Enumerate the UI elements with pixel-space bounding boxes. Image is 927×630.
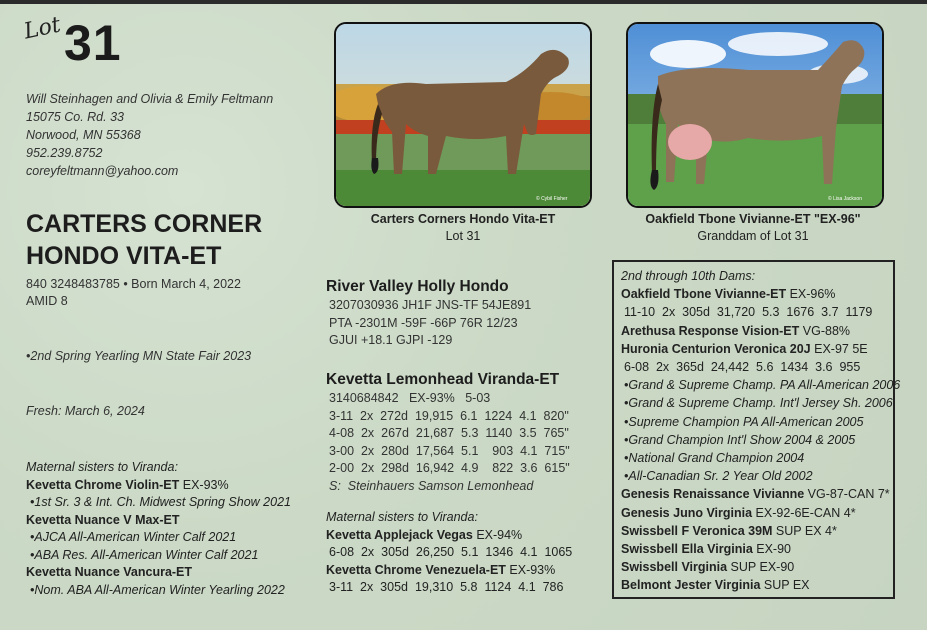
- dam-name: Kevetta Lemonhead Viranda-ET: [326, 371, 560, 388]
- photo1-caption: [334, 211, 592, 245]
- ancestor-classification: SUP EX 4*: [772, 523, 837, 538]
- sister-note: •AJCA All-American Winter Calf 2021: [30, 530, 237, 544]
- fresh-date: Fresh: March 6, 2024: [26, 404, 145, 418]
- ancestor-name: Swissbell Ella Virginia: [621, 542, 753, 557]
- sister-note: •ABA Res. All-American Winter Calf 2021: [30, 547, 259, 562]
- ancestor-name: Belmont Jester Virginia: [621, 578, 761, 593]
- sister-record: 6-08 2x 305d 26,250 5.1 1346 4.1 1065: [329, 545, 573, 559]
- sire-line: PTA -2301M -59F -66P 76R 12/23: [329, 315, 518, 330]
- sire-line: GJUI +18.1 GJPI -129: [329, 333, 453, 347]
- owner-phone: 952.239.8752: [26, 146, 103, 160]
- animal-name: [26, 208, 262, 272]
- ancestor-classification: EX-96%: [786, 287, 836, 302]
- dam-ancestor-name: [621, 340, 893, 358]
- sister-name: Kevetta Applejack Vegas: [326, 527, 473, 542]
- sire-line: 3207030936 JH1F JNS-TF 54JE891: [329, 298, 532, 312]
- show-award: •2nd Spring Yearling MN State Fair 2023: [26, 349, 252, 363]
- granddam-photo: [626, 22, 884, 208]
- dams-rows: [621, 285, 901, 594]
- maternal-sisters-heading: Maternal sisters to Viranda:: [26, 460, 178, 474]
- dams-pedigree-box: [612, 260, 901, 599]
- sister-name: Kevetta Nuance Vancura-ET: [26, 565, 193, 579]
- photo1-caption-sub: Lot 31: [445, 229, 481, 243]
- sister-class: EX-93%: [179, 477, 229, 492]
- maternal-sisters-dam: [326, 509, 572, 597]
- owner-email: coreyfeltmann@yahoo.com: [26, 164, 179, 178]
- dam-ancestor-name: [621, 558, 893, 576]
- dam-ancestor-name: [621, 285, 893, 303]
- ancestor-record: 11-10 2x 305d 31,720 5.3 1676 3.7 1179: [624, 305, 873, 320]
- lot-cow-photo: [334, 22, 592, 208]
- sister-class: EX-94%: [472, 527, 523, 542]
- photo1-caption-title: Carters Corners Hondo Vita-ET: [370, 212, 556, 226]
- amid-line: AMID 8: [26, 294, 68, 308]
- owner-address: 15075 Co. Rd. 33: [26, 110, 124, 124]
- ancestor-honor: •Grand & Supreme Champ. Int'l Jersey Sh. 2006: [624, 396, 893, 411]
- dam-record: 3-11 2x 272d 19,915 6.1 1224 4.1 820": [329, 408, 569, 423]
- top-rule: [0, 0, 927, 4]
- ancestor-classification: EX-90: [752, 542, 791, 557]
- owner-city: Norwood, MN 55368: [26, 128, 141, 142]
- cow-photo-illustration: [336, 24, 590, 206]
- lot-number: 31: [64, 15, 122, 71]
- ancestor-name: Oakfield Tbone Vivianne-ET: [621, 287, 787, 302]
- photo2-caption: [600, 211, 906, 245]
- ancestor-honor: •Grand & Supreme Champ. PA All-American 2006: [624, 378, 901, 393]
- ancestor-name: Swissbell F Veronica 39M: [621, 523, 773, 538]
- ancestor-classification: VG-87-CAN 7*: [804, 487, 890, 502]
- ancestor-honor: •National Grand Champion 2004: [624, 451, 805, 466]
- sister-entry: [326, 527, 572, 545]
- animal-name-line2: HONDO VITA-ET: [26, 242, 222, 270]
- dam-ancestor-name: [621, 504, 893, 522]
- sister-name: Kevetta Chrome Violin-ET: [26, 477, 180, 492]
- sire-name: River Valley Holly Hondo: [326, 278, 509, 295]
- maternal-sisters-heading: Maternal sisters to Viranda:: [326, 510, 478, 524]
- ancestor-honor: •All-Canadian Sr. 2 Year Old 2002: [624, 469, 813, 484]
- dam-record: 3-00 2x 280d 17,564 5.1 903 4.1 715": [329, 443, 570, 458]
- registration-block: [26, 276, 241, 310]
- sister-entry: [326, 562, 572, 580]
- dam-record: 2-00 2x 298d 16,942 4.9 822 3.6 615": [329, 461, 570, 475]
- sister-note: •Nom. ABA All-American Winter Yearling 2022: [30, 582, 285, 597]
- sister-note: •1st Sr. 3 & Int. Ch. Midwest Spring Show 2021: [30, 495, 291, 509]
- dam-ancestor-name: [621, 322, 893, 340]
- ancestor-classification: EX-92-6E-CAN 4*: [752, 505, 856, 520]
- dam-line: 3140684842 EX-93% 5-03: [329, 391, 491, 405]
- dam-ancestor-name: [621, 576, 893, 594]
- photo2-caption-title: Oakfield Tbone Vivianne-ET "EX-96": [645, 212, 861, 226]
- owner-names: Will Steinhagen and Olivia & Emily Feltmann: [26, 92, 274, 106]
- ancestor-classification: EX-97 5E: [810, 341, 868, 356]
- dam-block: [326, 370, 570, 495]
- dam-ancestor-name: [621, 522, 893, 540]
- ancestor-classification: VG-88%: [799, 323, 851, 338]
- dam-ancestor-name: [621, 485, 893, 503]
- ancestor-honor: •Grand Champion Int'l Show 2004 & 2005: [624, 432, 856, 447]
- photo-credit: © Lisa Jackson: [828, 196, 862, 202]
- dams-heading: 2nd through 10th Dams:: [621, 269, 756, 283]
- ancestor-name: Huronia Centurion Veronica 20J: [621, 341, 811, 356]
- ancestor-honor: •Supreme Champion PA All-American 2005: [624, 414, 864, 429]
- sister-name: Kevetta Chrome Venezuela-ET: [326, 562, 506, 577]
- ancestor-record: 6-08 2x 365d 24,442 5.6 1434 3.6 955: [624, 360, 861, 375]
- sister-record: 3-11 2x 305d 19,310 5.8 1124 4.1 786: [329, 580, 564, 594]
- dam-sire-line: S: Steinhauers Samson Lemonhead: [329, 478, 534, 493]
- sister-entry: [26, 564, 291, 582]
- lot-label: Lot: [21, 12, 63, 45]
- registration-line: 840 3248483785 • Born March 4, 2022: [26, 277, 241, 291]
- granddam-photo-illustration: [628, 24, 882, 206]
- sister-class: EX-93%: [505, 562, 556, 577]
- ancestor-classification: SUP EX: [760, 578, 810, 593]
- owner-block: [26, 90, 273, 180]
- ancestor-name: Swissbell Virginia: [621, 560, 728, 575]
- maternal-sisters-left: [26, 459, 291, 599]
- sister-name: Kevetta Nuance V Max-ET: [26, 512, 180, 527]
- sire-block: [326, 277, 531, 350]
- ancestor-name: Arethusa Response Vision-ET: [621, 323, 800, 338]
- sister-entry: [26, 477, 291, 495]
- photo-credit: © Cybil Fisher: [536, 196, 568, 202]
- ancestor-name: Genesis Juno Virginia: [621, 505, 753, 520]
- sister-entry: [26, 512, 291, 530]
- ancestor-classification: SUP EX-90: [727, 560, 795, 575]
- dam-ancestor-name: [621, 540, 893, 558]
- animal-name-line1: CARTERS CORNER: [26, 210, 263, 238]
- photo2-caption-sub: Granddam of Lot 31: [697, 229, 809, 243]
- ancestor-name: Genesis Renaissance Vivianne: [621, 487, 805, 502]
- dam-record: 4-08 2x 267d 21,687 5.3 1140 3.5 765": [329, 426, 569, 440]
